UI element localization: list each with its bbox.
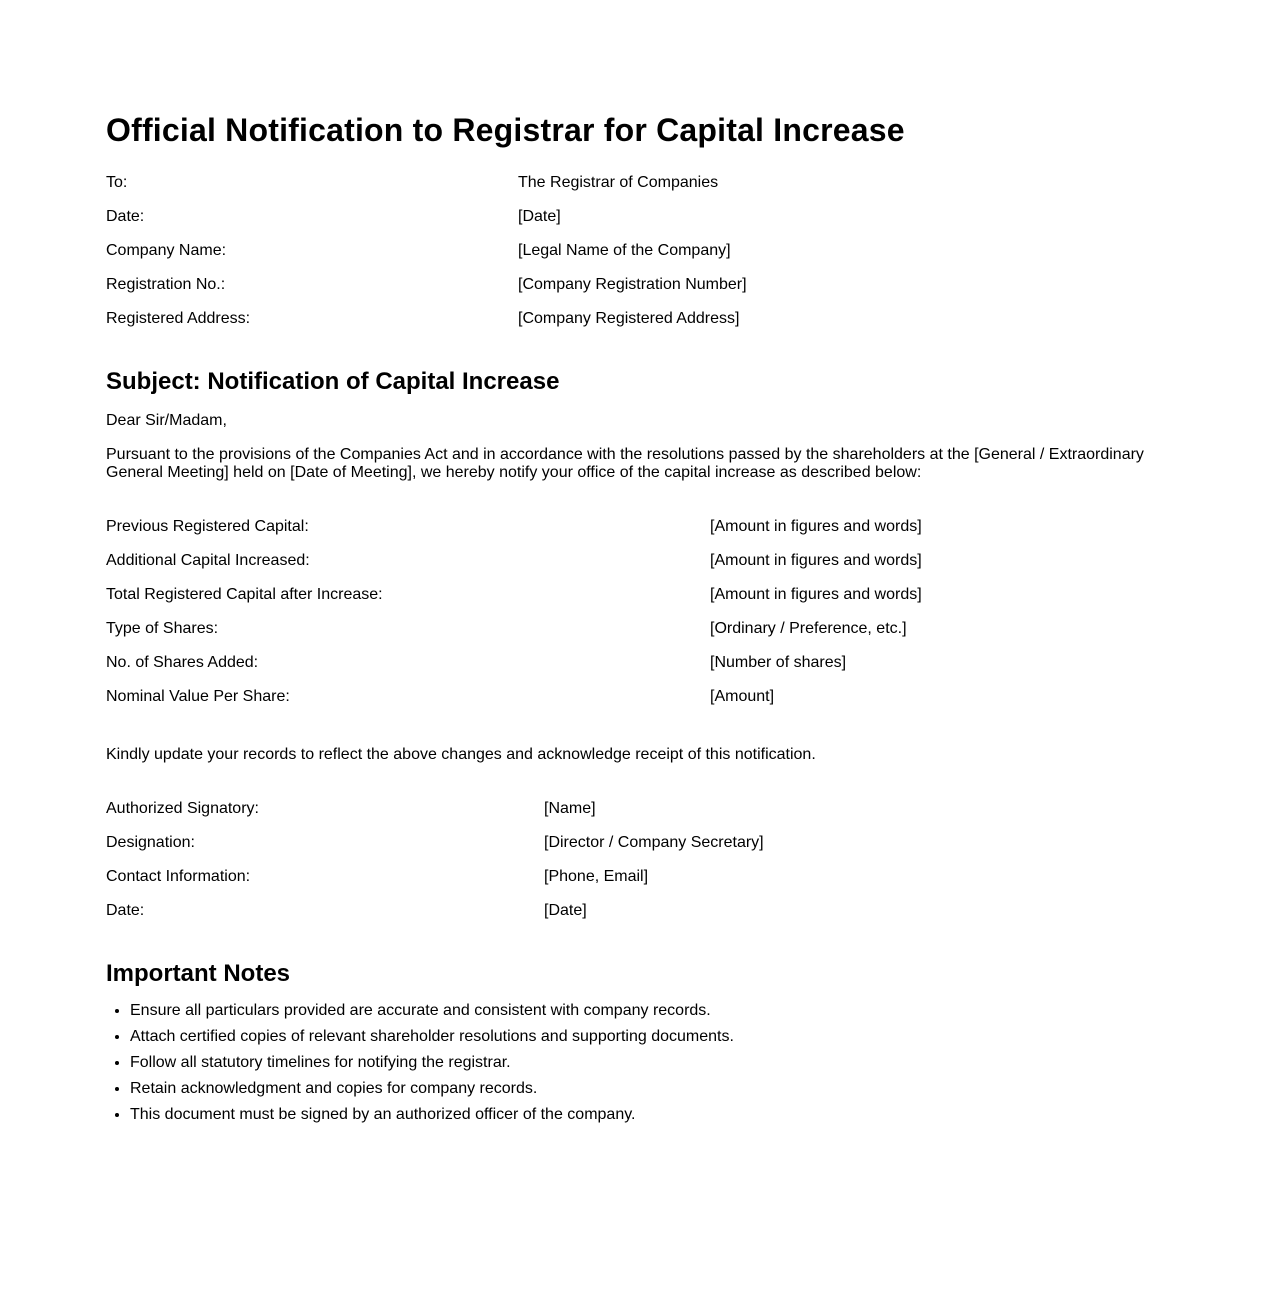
capital-detail-value: [Number of shares] [710,654,847,671]
header-info-label: To: [106,174,128,191]
capital-detail-value: [Ordinary / Preference, etc.] [710,620,907,637]
signatory-label: Authorized Signatory: [106,800,259,817]
closing-paragraph: Kindly update your records to reflect the above changes and acknowledge receipt of this notification. [106,746,816,763]
header-info-label: Company Name: [106,242,227,259]
signatory-row [106,800,1172,834]
subject-heading: Subject: Notification of Capital Increase [106,368,560,395]
capital-detail-row [106,620,1172,654]
header-info-row [106,174,1172,208]
header-info-value: The Registrar of Companies [518,174,719,191]
signatory-row [106,834,1172,868]
list-item: • Retain acknowledgment and copies for company records. [130,1080,734,1106]
notes-list [106,1002,734,1132]
signatory-value: [Phone, Email] [544,868,649,885]
signatory-value: [Date] [544,902,587,919]
header-info-row [106,310,1172,344]
header-info-row [106,208,1172,242]
capital-detail-value: [Amount in figures and words] [710,518,922,535]
header-info-table [106,174,1172,344]
header-info-value: [Company Registered Address] [518,310,740,327]
header-info-value: [Company Registration Number] [518,276,747,293]
notes-heading: Important Notes [106,960,291,987]
capital-detail-row [106,552,1172,586]
capital-detail-value: [Amount] [710,688,775,705]
signatory-table [106,800,1172,936]
list-item: • Attach certified copies of relevant shareholder resolutions and supporting documents. [130,1028,734,1054]
header-info-value: [Date] [518,208,561,225]
list-item: • This document must be signed by an authorized officer of the company. [130,1106,734,1132]
capital-detail-label: Previous Registered Capital: [106,518,309,535]
header-info-label: Registration No.: [106,276,226,293]
capital-detail-label: Total Registered Capital after Increase: [106,586,383,603]
header-info-value: [Legal Name of the Company] [518,242,731,259]
intro-paragraph: Pursuant to the provisions of the Companies Act and in accordance with the resolutions passed by the shareholders at the [General / Extraordinary General Meeting] held on [Date of Meeting], we hereby notify your office of the capital increase as described below: [106,446,1144,481]
capital-detail-value: [Amount in figures and words] [710,552,922,569]
signatory-row [106,868,1172,902]
capital-detail-label: No. of Shares Added: [106,654,259,671]
signatory-label: Designation: [106,834,195,851]
header-info-row [106,276,1172,310]
capital-detail-label: Type of Shares: [106,620,219,637]
salutation: Dear Sir/Madam, [106,412,227,429]
capital-detail-label: Additional Capital Increased: [106,552,310,569]
header-info-row [106,242,1172,276]
capital-detail-row [106,586,1172,620]
capital-details-table [106,518,1172,722]
capital-detail-label: Nominal Value Per Share: [106,688,290,705]
capital-detail-row [106,688,1172,722]
header-info-label: Date: [106,208,145,225]
list-item: • Ensure all particulars provided are accurate and consistent with company records. [130,1002,734,1028]
signatory-value: [Director / Company Secretary] [544,834,764,851]
signatory-value: [Name] [544,800,596,817]
signatory-row [106,902,1172,936]
list-item: • Follow all statutory timelines for notifying the registrar. [130,1054,734,1080]
signatory-label: Date: [106,902,145,919]
capital-detail-value: [Amount in figures and words] [710,586,922,603]
capital-detail-row [106,654,1172,688]
signatory-label: Contact Information: [106,868,251,885]
capital-detail-row [106,518,1172,552]
header-info-label: Registered Address: [106,310,251,327]
document-title: Official Notification to Registrar for Capital Increase [106,112,905,148]
